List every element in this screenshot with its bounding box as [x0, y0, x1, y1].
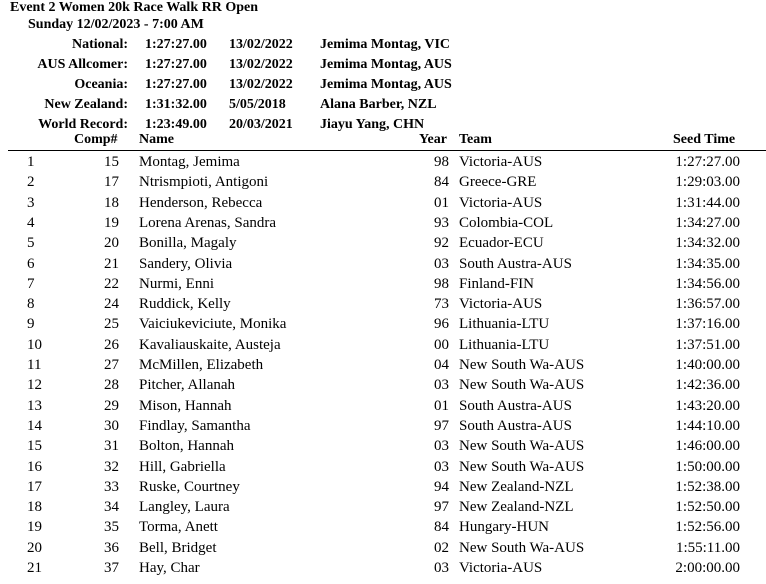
entry-seed: 1:52:56.00	[675, 519, 740, 536]
record-label: New Zealand:	[44, 97, 128, 112]
entry-year: 97	[434, 499, 449, 516]
entry-comp: 31	[104, 438, 119, 455]
record-label: World Record:	[38, 117, 128, 132]
entry-name: Ruddick, Kelly	[139, 296, 231, 313]
entry-row	[0, 436, 766, 456]
entry-seed: 1:44:10.00	[675, 417, 740, 434]
entry-year: 03	[434, 377, 449, 394]
entry-year: 98	[434, 154, 449, 170]
entry-name: Vaiciukeviciute, Monika	[139, 316, 287, 333]
entry-row	[0, 517, 766, 537]
entry-seed: 1:29:03.00	[675, 174, 740, 191]
entry-team: New South Wa-AUS	[459, 438, 585, 455]
entry-comp: 19	[104, 214, 119, 231]
entry-team: South Austra-AUS	[459, 417, 572, 434]
entry-comp: 25	[104, 316, 119, 333]
entry-year: 96	[434, 316, 449, 333]
entry-comp: 29	[104, 397, 119, 414]
entry-team: New Zealand-NZL	[459, 499, 574, 516]
entry-row	[0, 294, 766, 314]
entry-row	[0, 314, 766, 334]
entry-comp: 18	[104, 194, 119, 211]
entry-name: Kavaliauskaite, Austeja	[139, 336, 281, 353]
entry-row	[0, 213, 766, 233]
entry-seed: 1:34:35.00	[675, 255, 740, 272]
entry-comp: 35	[104, 519, 119, 536]
entry-name: Ruske, Courtney	[139, 478, 240, 495]
entry-year: 03	[434, 458, 449, 475]
entry-place: 7	[27, 275, 35, 292]
entry-seed: 1:55:11.00	[675, 539, 740, 556]
entry-row	[0, 416, 766, 436]
entry-year: 84	[434, 174, 449, 191]
entry-team: Victoria-AUS	[459, 296, 543, 313]
entry-year: 03	[434, 560, 449, 576]
record-time: 1:27:27.00	[145, 77, 207, 92]
entry-comp: 30	[104, 417, 119, 434]
entry-comp: 15	[104, 154, 119, 170]
entry-seed: 1:52:50.00	[675, 499, 740, 516]
col-header-name: Name	[139, 132, 174, 147]
entry-seed: 1:31:44.00	[675, 194, 740, 211]
entry-name: McMillen, Elizabeth	[139, 357, 264, 373]
entry-row	[0, 193, 766, 213]
entry-comp: 28	[104, 377, 119, 394]
entry-name: Sandery, Olivia	[139, 255, 233, 272]
entry-place: 9	[27, 316, 35, 333]
record-time: 1:27:27.00	[145, 57, 207, 72]
entry-seed: 1:27:27.00	[675, 154, 740, 170]
entry-place: 6	[27, 255, 35, 272]
entry-row	[0, 233, 766, 253]
entry-team: Victoria-AUS	[459, 154, 543, 170]
entry-place: 18	[27, 499, 42, 516]
entry-team: New South Wa-AUS	[459, 357, 585, 373]
header-divider	[8, 150, 766, 151]
entry-year: 03	[434, 255, 449, 272]
entry-seed: 1:36:57.00	[675, 296, 740, 313]
entry-comp: 26	[104, 336, 119, 353]
entry-year: 73	[434, 296, 449, 313]
entry-place: 17	[27, 478, 42, 495]
entry-team: New South Wa-AUS	[459, 377, 585, 394]
entry-seed: 1:34:27.00	[675, 214, 740, 231]
entry-name: Lorena Arenas, Sandra	[139, 214, 277, 231]
entry-comp: 34	[104, 499, 119, 516]
entry-comp: 36	[104, 539, 119, 556]
col-header-seed: Seed Time	[673, 132, 736, 147]
entry-seed: 1:34:32.00	[675, 235, 740, 252]
entry-year: 01	[434, 194, 449, 211]
entry-name: Langley, Laura	[139, 499, 230, 516]
entry-seed: 1:52:38.00	[675, 478, 740, 495]
entry-year: 84	[434, 519, 449, 536]
entry-place: 10	[27, 336, 42, 353]
entry-row	[0, 274, 766, 294]
event-date: Sunday 12/02/2023 - 7:00 AM	[28, 17, 204, 32]
entry-place: 15	[27, 438, 42, 455]
entry-place: 20	[27, 539, 42, 556]
entry-row	[0, 172, 766, 192]
entry-team: South Austra-AUS	[459, 255, 572, 272]
entry-team: Lithuania-LTU	[459, 336, 550, 353]
entry-comp: 22	[104, 275, 119, 292]
entry-place: 21	[27, 560, 42, 576]
entry-seed: 1:43:20.00	[675, 397, 740, 414]
record-time: 1:23:49.00	[145, 117, 207, 132]
record-holder: Jiayu Yang, CHN	[320, 117, 425, 132]
entry-row	[0, 497, 766, 517]
entry-name: Pitcher, Allanah	[139, 377, 236, 394]
entry-year: 04	[434, 357, 449, 373]
entry-name: Hill, Gabriella	[139, 458, 226, 475]
entry-place: 13	[27, 397, 42, 414]
entry-year: 98	[434, 275, 449, 292]
entry-place: 12	[27, 377, 42, 394]
record-holder: Jemima Montag, VIC	[320, 37, 451, 52]
entry-comp: 27	[104, 357, 119, 373]
entry-name: Montag, Jemima	[139, 154, 240, 170]
entry-seed: 1:34:56.00	[675, 275, 740, 292]
record-holder: Jemima Montag, AUS	[320, 77, 452, 92]
event-title: Event 2 Women 20k Race Walk RR Open	[10, 0, 259, 15]
entry-comp: 33	[104, 478, 119, 495]
entry-comp: 24	[104, 296, 119, 313]
entry-team: Ecuador-ECU	[459, 235, 544, 252]
entry-row	[0, 335, 766, 355]
entry-team: Greece-GRE	[459, 174, 537, 191]
entry-place: 16	[27, 458, 42, 475]
entry-name: Bolton, Hannah	[139, 438, 234, 455]
entry-team: New Zealand-NZL	[459, 478, 574, 495]
record-time: 1:27:27.00	[145, 37, 207, 52]
entry-place: 14	[27, 417, 42, 434]
entry-team: Finland-FIN	[459, 275, 534, 292]
entry-year: 03	[434, 438, 449, 455]
entry-comp: 32	[104, 458, 119, 475]
entry-seed: 1:42:36.00	[675, 377, 740, 394]
entry-seed: 2:00:00.00	[675, 560, 740, 576]
entry-year: 01	[434, 397, 449, 414]
entry-year: 94	[434, 478, 449, 495]
entry-place: 1	[27, 154, 35, 170]
entry-seed: 1:37:51.00	[675, 336, 740, 353]
col-header-team: Team	[459, 132, 492, 147]
entry-row	[0, 254, 766, 274]
record-time: 1:31:32.00	[145, 97, 207, 112]
entry-comp: 37	[104, 560, 119, 576]
entry-name: Bell, Bridget	[139, 539, 217, 556]
record-date: 13/02/2022	[229, 37, 293, 52]
entry-row	[0, 477, 766, 497]
entry-place: 8	[27, 296, 35, 313]
entry-name: Bonilla, Magaly	[139, 235, 237, 252]
record-label: Oceania:	[74, 77, 128, 92]
entry-comp: 20	[104, 235, 119, 252]
entry-place: 11	[27, 357, 42, 373]
entry-team: Victoria-AUS	[459, 194, 543, 211]
col-header-year: Year	[419, 132, 447, 147]
entry-team: New South Wa-AUS	[459, 539, 585, 556]
entry-comp: 21	[104, 255, 119, 272]
entry-year: 00	[434, 336, 449, 353]
entry-place: 4	[27, 214, 35, 231]
entry-row	[0, 375, 766, 395]
entry-name: Findlay, Samantha	[139, 417, 251, 434]
record-date: 13/02/2022	[229, 57, 293, 72]
entry-row	[0, 396, 766, 416]
entry-place: 5	[27, 235, 35, 252]
entry-place: 3	[27, 194, 35, 211]
entry-team: South Austra-AUS	[459, 397, 572, 414]
entry-team: Colombia-COL	[459, 214, 554, 231]
record-label: National:	[72, 37, 128, 52]
entry-row	[0, 558, 766, 578]
col-header-comp: Comp#	[74, 132, 118, 147]
entry-team: Hungary-HUN	[459, 519, 549, 536]
record-label: AUS Allcomer:	[37, 57, 128, 72]
record-date: 20/03/2021	[229, 117, 293, 132]
entry-name: Henderson, Rebecca	[139, 194, 263, 211]
entry-row	[0, 152, 766, 172]
entry-team: New South Wa-AUS	[459, 458, 585, 475]
entry-name: Torma, Anett	[139, 519, 218, 536]
entry-place: 2	[27, 174, 35, 191]
entry-team: Lithuania-LTU	[459, 316, 550, 333]
record-date: 5/05/2018	[229, 97, 286, 112]
entry-seed: 1:37:16.00	[675, 316, 740, 333]
entry-seed: 1:46:00.00	[675, 438, 740, 455]
entry-name: Mison, Hannah	[139, 397, 232, 414]
entry-place: 19	[27, 519, 42, 536]
entry-row	[0, 355, 766, 375]
entry-seed: 1:50:00.00	[675, 458, 740, 475]
record-holder: Jemima Montag, AUS	[320, 57, 452, 72]
record-date: 13/02/2022	[229, 77, 293, 92]
entry-comp: 17	[104, 174, 119, 191]
entry-name: Nurmi, Enni	[139, 275, 214, 292]
entry-row	[0, 457, 766, 477]
entry-year: 97	[434, 417, 449, 434]
entry-row	[0, 538, 766, 558]
entry-year: 93	[434, 214, 449, 231]
entry-name: Ntrismpioti, Antigoni	[139, 174, 269, 191]
entry-year: 02	[434, 539, 449, 556]
entry-name: Hay, Char	[139, 560, 200, 576]
record-holder: Alana Barber, NZL	[320, 97, 437, 112]
entry-seed: 1:40:00.00	[675, 357, 740, 373]
entry-team: Victoria-AUS	[459, 560, 543, 576]
entry-year: 92	[434, 235, 449, 252]
